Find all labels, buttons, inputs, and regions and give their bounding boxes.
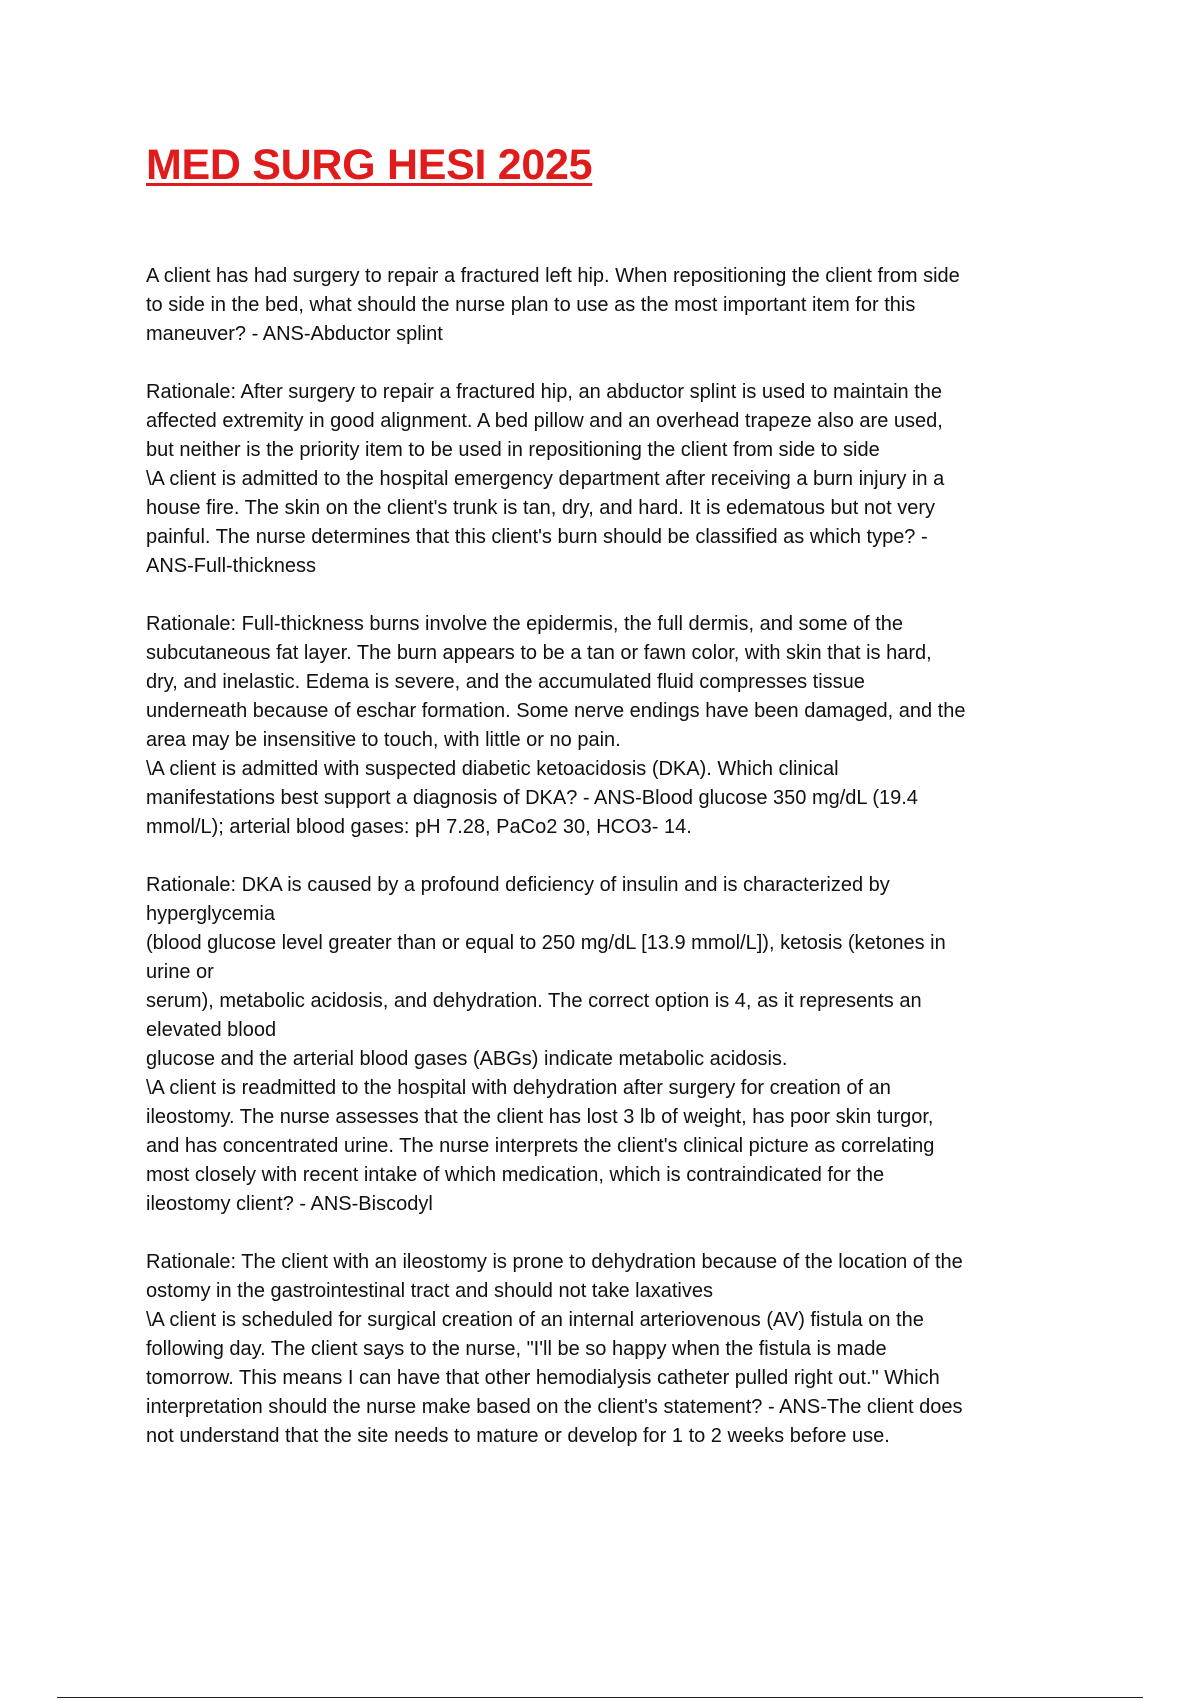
rationale-paragraph-dka-and-ileostomy-question: Rationale: DKA is caused by a profound deficiency of insulin and is characterized by hyperglycemia (blood glucose level greater than or equal to 250 mg/dL [13.9 mmol/L]), ketosis (ketones in urine or serum), metabolic acidosis, and dehydration. The correct option is 4, as it represents an elevated blood glucose and the arterial blood gases (ABGs) indicate metabolic acidosis. \A client is readmitted to the hospital with dehydration after surgery for creation of an ileostomy. The nurse assesses that the client has lost 3 lb of weight, has poor skin turgor, and has concentrated urine. The nurse interprets the client's clinical picture as correlating most closely with recent intake of which medication, which is contraindicated for the ileostomy client? - ANS-Biscodyl bbox=[146, 873, 946, 1215]
rationale-paragraph-ileostomy-and-av-fistula-question: Rationale: The client with an ileostomy is prone to dehydration because of the location of the ostomy in the gastrointestinal tract and should not take laxatives \A client is scheduled for surgical creation of an internal arteriovenous (AV) fistula on the following day. The client says to the nurse, "I'll be so happy when the fistula is made tomorrow. This means I can have that other hemodialysis catheter pulled right out." Which interpretation should the nurse make based on the client's statement? - ANS-The client does not understand that the site needs to mature or develop for 1 to 2 weeks before use. bbox=[146, 1250, 963, 1447]
page-bottom-divider bbox=[57, 1697, 1143, 1698]
document-title: MED SURG HESI 2025 bbox=[146, 141, 593, 189]
document-page bbox=[146, 140, 1066, 1451]
rationale-paragraph-hip-and-burn-question: Rationale: After surgery to repair a fractured hip, an abductor splint is used to maintain the affected extremity in good alignment. A bed pillow and an overhead trapeze also are used, but neither is the priority item to be used in repositioning the client from side to side \A client is admitted to the hospital emergency department after receiving a burn injury in a house fire. The skin on the client's trunk is tan, dry, and hard. It is edematous but not very painful. The nurse determines that this client's burn should be classified as which type? - ANS-Full-thickness bbox=[146, 380, 945, 577]
question-paragraph-hip-splint: A client has had surgery to repair a fractured left hip. When repositioning the client from side to side in the bed, what should the nurse plan to use as the most important item for this maneuver? - ANS-Abductor splint bbox=[146, 264, 960, 345]
document-body bbox=[146, 262, 1066, 1451]
rationale-paragraph-burn-and-dka-question: Rationale: Full-thickness burns involve the epidermis, the full dermis, and some of the subcutaneous fat layer. The burn appears to be a tan or fawn color, with skin that is hard, dry, and inelastic. Edema is severe, and the accumulated fluid compresses tissue underneath because of eschar formation. Some nerve endings have been damaged, and the area may be insensitive to touch, with little or no pain. \A client is admitted with suspected diabetic ketoacidosis (DKA). Which clinical manifestations best support a diagnosis of DKA? - ANS-Blood glucose 350 mg/dL (19.4 mmol/L); arterial blood gases: pH 7.28, PaCo2 30, HCO3- 14. bbox=[146, 612, 966, 838]
